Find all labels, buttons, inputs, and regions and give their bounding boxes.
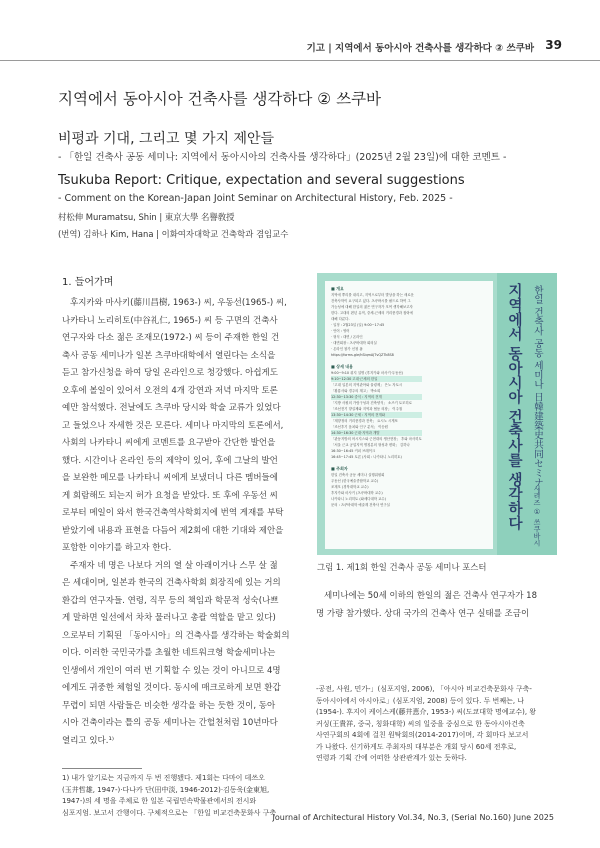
poster-line: 9:10~12:30 고대·근세의 한일 [331,376,422,382]
figure-caption: 그림 1. 제1회 한일 건축사 공동 세미나 포스터 [317,562,487,572]
footnote-line: 심포지엄. 보고서 간행이다. 구체적으로는 「한일 비교건축문화사 구축 [62,808,277,817]
poster-link: https://forms.gle/hSlqmAJTvQZTk8S8 [331,353,394,357]
body-line: 이다. 이러한 국민국가를 초월한 네트워크형 학술세미나는 [62,648,276,658]
body-line: 축사 공동 세미나가 일본 츠쿠바대학에서 열린다는 소식을 [62,350,276,361]
body-line: 포함한 이야기를 하고자 한다. [62,543,172,553]
series-title: 지역에서 동아시아 건축사를 생각하다 ② 쓰쿠바 [58,90,382,108]
body-line: 게 말하면 일선에서 차차 물러나고 총괄 역할을 맡고 있다) [62,613,276,623]
body-line: 후지카와 마사키(藤川昌樹, 1963-) 씨, 우동선(1965-) 씨, [70,298,287,308]
poster-line: 「조선전기 향실제와 지역과 협동 의장」 이주철 [331,407,403,411]
body-left-column [62,295,306,750]
poster-line: 가능성에 대해 한일의 젊은 연구자가 모여 생각해보고자 [331,305,413,309]
body-right-column [316,588,556,623]
poster-line: 「고대 일본의 지역관아와 율령제」 은노 자토시 [331,383,403,387]
body-line: 으로부터 기획된 「동아시아」의 건축사를 생각하는 학술회의 [62,630,290,641]
header-rule [0,60,600,61]
body-line: 오후에 볼일이 있어서 오전의 4개 강연과 저녁 마지막 토론 [62,385,278,396]
poster-vertical-title: 지역에서 동아시아 건축사를 생각하다 [506,283,522,531]
korean-title: 비평과 기대, 그리고 몇 가지 제안들 [58,131,275,147]
poster-line: 한다. 고대의 편년 유적, 중세-근세의 거리풍경과 집락에 [331,311,413,315]
body-line: 을 보완한 메모를 나카타니 씨에게 보냈더니 다른 멤버들에 [62,473,278,483]
author-line: 村松伸 Muramatsu, Shin | 東京大學 名譽敎授 [58,212,235,222]
body-line: 게 회람해도 되는지 허가 요청을 받았다. 또 후에 우동선 씨 [62,490,278,501]
footnote-line: 1947-)의 세 명을 주체로 한 일본 국립민속박물관에서의 전시와 [62,797,257,805]
body-line: 명 가량 참가했다. 상대 국가의 건축사 연구 실태를 조금이 [316,608,530,619]
korean-subtitle: - 「한일 건축사 공동 세미나: 지역에서 동아시아의 건축사를 생각하다」(2025년 2월 23일)에 대한 코멘트 - [58,152,507,163]
footnote-line: 사연구회의 4회에 걸친 원탁회의(2014-2017)이며, 각 회마다 보고서 [316,731,529,739]
poster-line: · 일정 : 2월23일 (일) 9:00~17:45 [331,323,385,327]
poster-line: 건축사학이 요구되고 있다. 츠쿠바시를 필드로 하여 그 [331,299,411,303]
body-line: 했다. 시간이나 온라인 등의 제약이 있어, 후에 그날의 발언 [62,455,278,466]
footnote-line: 연령과 기획 간에 어떠한 상관관계가 있는 듯하다. [316,754,467,762]
poster-line: 한일 건축사 공동 세미나 실행위원회 [331,473,385,477]
poster-line: · 언어 : 영어 [331,329,350,333]
poster-line: 「관동지방의 어시지스와 근현대의 생산현장」 후와 마사히토 [331,437,422,441]
footnote-line: 1) 내가 알기로는 지금까지 두 번 진행됐다. 제1회는 다마이 데쓰오 [62,774,265,782]
poster-line: 후지카와 마사키 (츠쿠바대학 교수) [331,491,383,495]
poster-line: 13:30~14:30 근세 : 지역의 전개와 [331,412,422,418]
poster-schedule-label: ■ 상세 내용 [331,364,354,369]
body-line: 연구자와 다소 젊은 조재모(1972-) 씨 등이 주재한 한일 건 [62,333,280,343]
footnote-line: 동아시아에서 아시아로」(심포지엄, 2008) 등이 있다. 두 번째는, 나 [316,696,525,705]
body-line: 에게도 귀중한 체험일 것이다. 동시에 매크로하게 보면 환갑 [62,683,281,693]
poster-line: · 온라인 참가 신청 폼 [331,347,363,351]
poster-line: 「조선후기 읍치와 인구 분석」 이승원 [331,425,388,429]
poster-line: 「지방 사원의 가람구성과 건축양식」 소즈키 토모히로 [331,401,412,405]
body-line: 주재자 네 명은 나보다 거의 열 살 아래이거나 스무 살 젊 [70,560,278,571]
page-number: 39 [545,38,562,52]
body-line: 세미나에는 50세 이하의 한일의 젊은 건축사 연구자가 18 [324,591,537,601]
poster-line: 「서울 근교 공업지역 명칭분의 형성과 변화」 김하나 [331,443,410,447]
body-line: 예만 참석했다. 전날에도 츠쿠바 당시와 학술 교류가 있었다 [62,403,281,413]
poster-vertical-subtitle: 한일 건축사 공동 세미나 日韓建築史共同セミナー [532,285,543,497]
poster-info-panel [325,281,493,549]
poster-overview-label: ■ 개요 [331,286,344,291]
body-line: 은 세대이며, 일본과 한국의 건축사학회 회장직에 있는 거의 [62,578,281,588]
footnote-line: -공전, 사원, 민가-」(심포지엄, 2006), 「아시아 비교건축문화사 구축- [316,685,532,693]
poster-line: · 형식 : 대면 / 온라인 [331,335,363,339]
poster-series-label: 시리즈 ① 쓰쿠바시 [533,485,541,547]
running-title: 기고 | 지역에서 동아시아 건축사를 생각하다 ② 쓰쿠바 [306,43,534,54]
poster-line: · 대면회장 : 츠쿠바대학 회의실 [331,341,377,345]
journal-footer: Journal of Architectural History Vol.34, No.3, (Serial No.160) June 2025 [272,813,554,822]
poster-line: 「황룡사와 경주의 계고」 박소희 [331,389,381,393]
body-line: 시아 건축이라는 틀의 공동 세미나는 간헐천처럼 10년마다 [62,718,278,728]
poster-line: 「재향정의 거리풍경과 전축」 요시노 시게또 [331,419,398,423]
footnote-line: 커싱(王貴祥, 중국, 칭화대학) 씨의 일중을 중심으로 한 동아시아건축 [316,719,525,728]
footnote-line: (1954-). 후지이 케이스케(藤井恵介, 1953-) 씨(도쿄대학 명예교수), 왕 [316,708,537,716]
seminar-poster-figure [317,273,557,555]
poster-line: 우동선 (한국예술종합학교 교수) [331,479,379,483]
footnote-line: 가 나왔다. 신기하게도 주최자의 대부분은 개회 당시 60세 전후로, [316,742,517,751]
body-line: 나카타니 노리히토(中谷礼仁, 1965-) 씨 등 구면의 건축사 [62,315,278,326]
poster-line: 16:30~16:45 커피 브레이크 [331,449,376,453]
poster-organizers-label: ■ 주최자 [331,466,348,471]
poster-line: 9:00~9:10 취지 설명 (후지카와 마사키·우동선) [331,371,403,375]
footnote-rule [62,768,142,769]
poster-line: 대해 다룬다. [331,317,350,321]
footnote-continued [316,684,536,765]
poster-line: 지역에 뿌리를 내리고, 지역으로부터 발상을 하는 새로운 [331,293,414,297]
body-line: 환갑의 연구자들. 연령, 직무 등의 책임과 학문적 성숙(나쁘 [62,595,279,606]
footnote-line: (玉井哲雄, 1947-)·다나카 단(田中淡, 1946-2012)·김동욱(金東旭, [62,785,270,794]
english-subtitle: - Comment on the Korean-Japan Joint Seminar on Architectural History, Feb. 2025 - [58,193,453,204]
poster-line: 12:30~13:30 중식 : 지역의 전개 [331,394,422,400]
body-line: 인생에서 개인이 여러 번 기획할 수 있는 것이 아니므로 4명 [62,665,281,676]
body-line: 듣고 참가신청을 하여 당일 온라인으로 청강했다. 아쉽게도 [62,368,278,378]
translator-line: (번역) 김하나 Kim, Hana | 이화여자대학교 건축학과 겸임교수 [58,229,289,239]
body-line: 사회의 나카타니 씨에게 코멘트를 요구받아 간단한 발언을 [62,438,276,448]
poster-line: 14:30~16:30 근대·지역과 개발 [331,430,422,436]
poster-line: 나카타니 노리히토 (와세다대학 교수) [331,497,387,501]
poster-line: 16:45~17:45 토론 (사회 : 나카타니 노리히토) [331,455,402,459]
poster-line: 조재모 (경북대학교 교수) [331,485,369,489]
body-line: 받았기에 내용과 표현을 다듬어 제2회에 대한 기대와 제안을 [62,525,284,536]
body-line: 고 들었으나 자세한 것은 모른다. 세미나 마지막의 토론에서, [62,420,284,431]
section-heading: 1. 들어가며 [62,277,114,288]
english-title: Tsukuba Report: Critique, expectation and several suggestions [58,173,465,188]
body-line: 로부터 메일이 와서 한국건축역사학회지에 번역 게재를 부탁 [62,508,284,518]
body-line: 열리고 있다.¹⁾ [62,735,114,746]
poster-line: 문의 : 츠쿠바대학 예술계 건축사 연구실 [331,503,390,507]
body-line: 무렵이 되면 사람들은 비슷한 생각을 하는 듯한 것이, 동아 [62,700,276,711]
footnote [62,773,276,819]
